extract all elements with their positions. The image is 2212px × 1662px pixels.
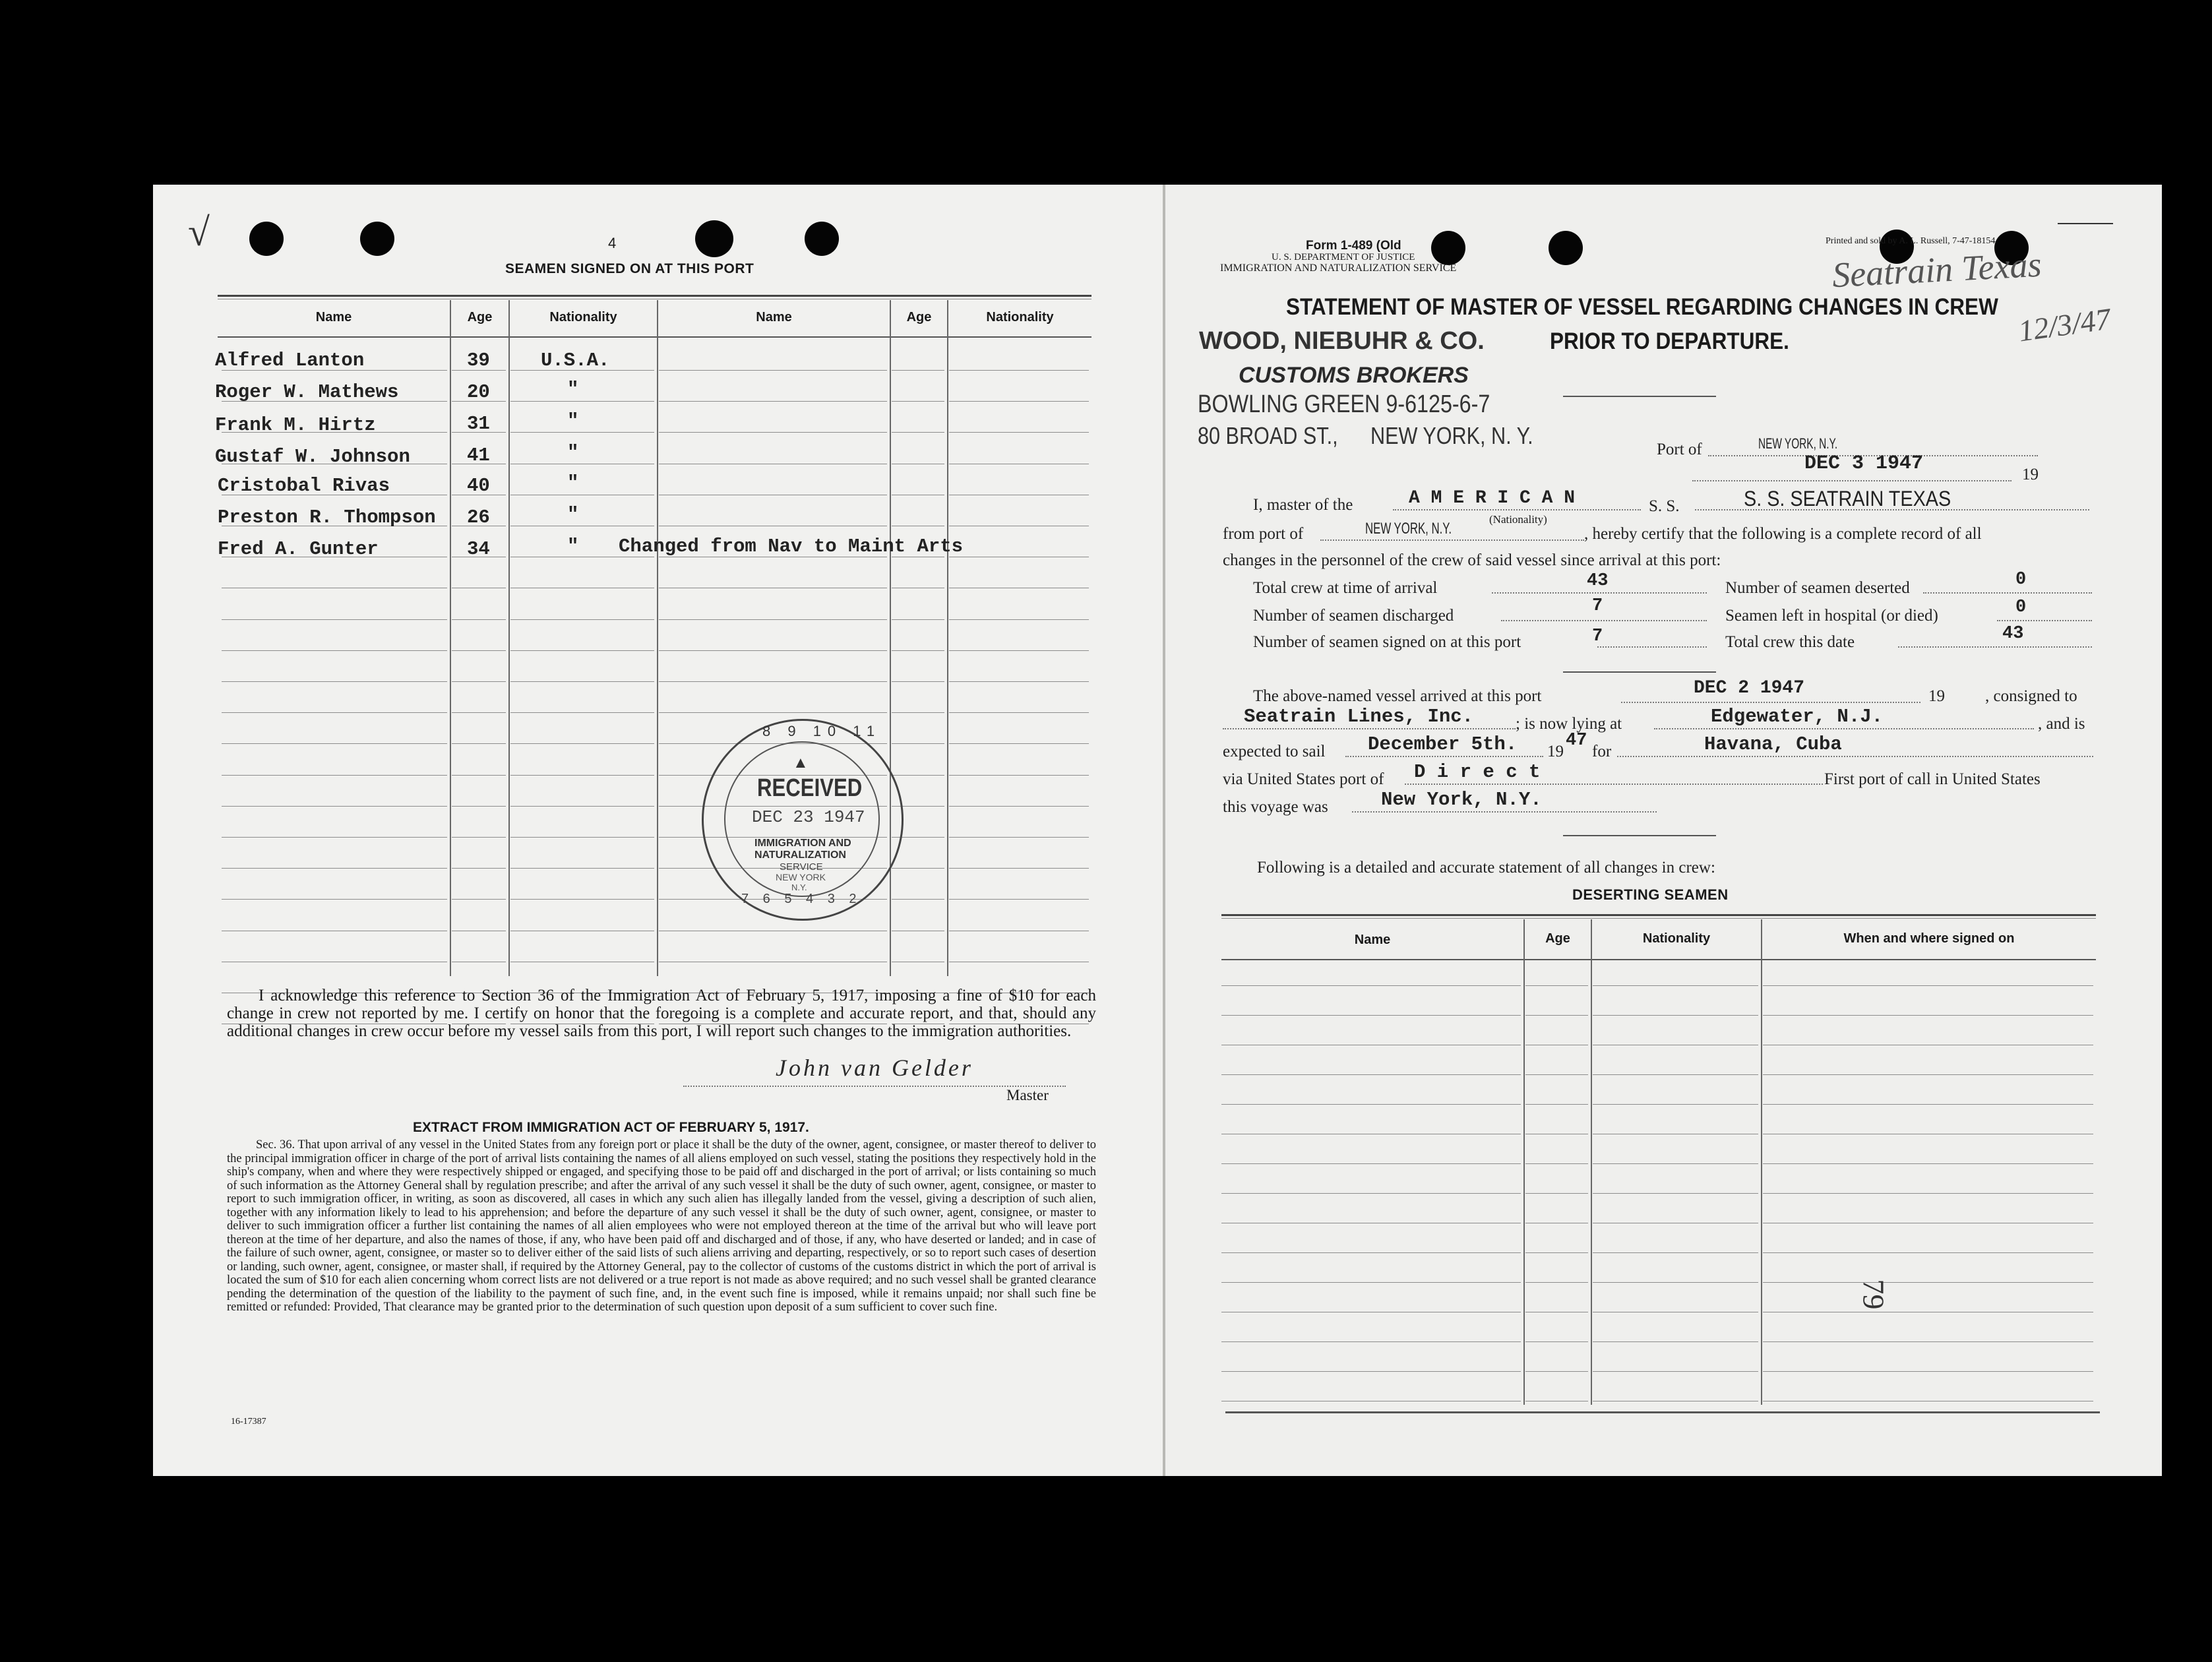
page-gutter <box>1163 185 1165 1476</box>
table-rule <box>452 650 506 651</box>
table-rule <box>510 681 654 682</box>
punch-hole <box>695 220 733 257</box>
change-note: Changed from Nav to Maint Arts <box>619 536 964 557</box>
col-header-name-2: Name <box>756 310 792 324</box>
table-rule <box>659 712 887 713</box>
table-row-name: Alfred Lanton <box>215 350 365 371</box>
desert-col-signed-on: When and where signed on <box>1843 931 2015 946</box>
table-rule <box>659 401 887 402</box>
table-row-nationality: " <box>567 504 579 526</box>
page-number: 4 <box>608 235 617 251</box>
table-rule <box>452 868 506 869</box>
table-rule <box>949 743 1089 744</box>
punch-hole <box>360 222 394 256</box>
table-rule <box>892 432 944 433</box>
stamp-emblem: ▲ <box>793 754 809 772</box>
table-rule <box>1221 1282 1521 1283</box>
table-rule <box>1525 1341 1588 1342</box>
sail-year: 47 <box>1566 731 1587 751</box>
table-rule <box>1221 985 1521 986</box>
table-rule <box>1763 1341 2093 1342</box>
col-header-age: Age <box>467 310 493 324</box>
table-rule <box>1221 1163 1521 1164</box>
table-row-nationality: U.S.A. <box>541 350 610 371</box>
handwritten-ship: Seatrain Texas <box>1831 244 2043 295</box>
table-rule <box>949 370 1089 371</box>
deserting-title: DESERTING SEAMEN <box>1572 886 1729 903</box>
table-rule <box>452 619 506 620</box>
consignee-value: Seatrain Lines, Inc. <box>1244 706 1474 727</box>
table-rule <box>892 681 944 682</box>
handwritten-date: 12/3/47 <box>2016 301 2113 348</box>
table-rule <box>1593 1163 1758 1164</box>
table-rule <box>510 806 654 807</box>
table-rule <box>510 712 654 713</box>
table-rule <box>949 432 1089 433</box>
table-rule <box>1593 1104 1758 1105</box>
table-row-nationality: " <box>567 536 579 557</box>
table-rule <box>1593 1252 1758 1253</box>
punch-hole <box>805 222 839 256</box>
desert-col-nationality: Nationality <box>1642 931 1711 946</box>
corner-mark: 79 <box>1857 1279 1891 1310</box>
table-rule <box>1525 1074 1588 1075</box>
table-row-nationality: " <box>567 410 579 432</box>
port-value: NEW YORK, N.Y. <box>1758 435 1838 452</box>
table-rule <box>452 806 506 807</box>
table-rule <box>1763 1163 2093 1164</box>
table-rule <box>892 619 944 620</box>
punch-hole <box>1549 231 1583 265</box>
table-rule <box>659 370 887 371</box>
table-rule <box>659 432 887 433</box>
desert-col-name: Name <box>1354 933 1391 947</box>
table-rule <box>1593 1341 1758 1342</box>
col-header-nationality-2: Nationality <box>986 310 1054 324</box>
punch-hole <box>249 222 284 256</box>
table-rule <box>949 837 1089 838</box>
table-row-name: Gustaf W. Johnson <box>215 446 410 468</box>
table-rule <box>1593 1074 1758 1075</box>
table-rule <box>949 681 1089 682</box>
table-rule <box>1763 1015 2093 1016</box>
table-rule <box>659 681 887 682</box>
form-number: Form 1-489 (Old <box>1306 239 1401 253</box>
table-rule <box>222 837 447 838</box>
master-signature: John van Gelder <box>776 1055 973 1081</box>
voyage-value: New York, N.Y. <box>1381 789 1542 811</box>
table-rule <box>1525 985 1588 986</box>
table-rule <box>949 775 1089 776</box>
table-rule <box>222 806 447 807</box>
table-rule <box>1593 1282 1758 1283</box>
table-rule <box>1593 985 1758 986</box>
table-rule <box>510 401 654 402</box>
table-rule <box>1221 1252 1521 1253</box>
table-row-age: 40 <box>467 475 490 497</box>
form-code: 16-17387 <box>231 1417 266 1427</box>
table-row-name: Roger W. Mathews <box>215 381 399 403</box>
received-stamp: 8 9 10 11 7 6 5 4 3 2 ▲ RECEIVED DEC 23 1947 IMMIGRATION AND NATURALIZATION SERVICE NEW YORK N.Y. <box>702 719 913 930</box>
stat-value: 7 <box>1592 596 1603 616</box>
table-rule <box>1593 1015 1758 1016</box>
table-rule <box>949 650 1089 651</box>
table-rule <box>1525 1015 1588 1016</box>
table-row-age: 20 <box>467 381 490 403</box>
table-rule <box>452 837 506 838</box>
table-rule <box>452 775 506 776</box>
table-rule <box>222 899 447 900</box>
table-rule <box>949 806 1089 807</box>
table-rule <box>452 712 506 713</box>
page-title: SEAMEN SIGNED ON AT THIS PORT <box>505 261 754 276</box>
table-rule <box>949 619 1089 620</box>
table-rule <box>510 775 654 776</box>
extract-text: Sec. 36. That upon arrival of any vessel in the United States from any foreign port or place it shall be the duty of the owner, agent, consignee, or master thereof to deliver to the principal immigration officer in charge of the port of arrival lists containing the names of all aliens employed on such vessel, stating the positions they respectively hold in the ship's company, when and where they were respectively shipped or engaged, and specifying those to be paid off and discharged in the port of arrival; or lists containing so much of such information as the Attorney General shall by regulation prescribe; and after the arrival of any such vessel it shall be the duty of such owner, agent, consignee, or master to report to such immigration officer, in writing, as soon as discovered, all cases in which any such alien has illegally landed from the vessel, giving a description of such alien, together with any information likely to lead to his apprehension; and before the departure of any such vessel it shall be the duty of such owner, agent, consignee, or master to deliver to such immigration officer a further list containing the names of all alien employees who were not employed thereon at the time of the arrival but who will leave port thereon at the time of her departure, and also the names of those, if any, who have been paid off and discharged and of those, if any, who have deserted or landed; and in case of the failure of such owner, agent, consignee, or master so to deliver either of the said lists of such aliens arriving and departing, respectively, or so to report such cases of desertion or landing, such owner, agent, consignee, or master shall, if required by the Attorney General, pay to the collector of customs of the customs district in which the port of arrival is located the sum of $10 for each alien concerning whom correct lists are not delivered or a true report is not made as above required; and no such vessel shall be granted clearance pending the determination of the question of the liability to the payment of such fine, and, in the event such fine is imposed, while it remains unpaid; nor shall such fine be remitted or refunded: Provided, That clearance may be granted prior to the determination of such question upon deposit of a sum sufficient to cover such fine. <box>227 1138 1096 1314</box>
table-rule <box>452 743 506 744</box>
table-rule <box>1763 1371 2093 1372</box>
table-rule <box>892 370 944 371</box>
via-value: D i r e c t <box>1414 761 1541 783</box>
table-rule <box>1763 1104 2093 1105</box>
table-rule <box>1763 1074 2093 1075</box>
table-rule <box>1593 1193 1758 1194</box>
table-rule <box>510 899 654 900</box>
table-rule <box>1763 1193 2093 1194</box>
table-rule <box>892 401 944 402</box>
form-title-line2: PRIOR TO DEPARTURE. <box>1550 328 1789 354</box>
table-rule <box>949 899 1089 900</box>
stat-value: 43 <box>1587 571 1609 591</box>
col-header-age-2: Age <box>906 310 932 324</box>
table-rule <box>892 712 944 713</box>
stat-value: 43 <box>2002 624 2024 644</box>
col-header-nationality: Nationality <box>549 310 617 324</box>
master-label: Master <box>1006 1087 1049 1103</box>
table-row-nationality: " <box>567 442 579 464</box>
table-rule <box>1525 1163 1588 1164</box>
table-rule <box>892 650 944 651</box>
table-rule <box>1763 1252 2093 1253</box>
table-rule <box>1221 1104 1521 1105</box>
table-row-name: Frank M. Hirtz <box>215 414 376 436</box>
table-row-name: Preston R. Thompson <box>218 507 436 528</box>
table-rule <box>1525 1282 1588 1283</box>
table-row-name: Fred A. Gunter <box>218 538 379 560</box>
table-rule <box>659 650 887 651</box>
table-row-name: Cristobal Rivas <box>218 475 390 497</box>
table-rule <box>452 681 506 682</box>
printer-note: Printed and sold by A. L. Russell, 7-47-18154 <box>1826 236 1996 246</box>
table-rule <box>1525 1252 1588 1253</box>
destination-value: Havana, Cuba <box>1704 733 1842 755</box>
table-rule <box>222 619 447 620</box>
stat-value: 7 <box>1592 627 1603 646</box>
table-row-age: 31 <box>467 413 490 435</box>
check-mark: √ <box>188 210 210 254</box>
table-rule <box>1221 1371 1521 1372</box>
col-header-name: Name <box>315 310 352 324</box>
table-rule <box>1525 1371 1588 1372</box>
table-rule <box>1525 1104 1588 1105</box>
arrived-value: DEC 2 1947 <box>1694 678 1805 698</box>
punch-hole <box>1431 231 1465 265</box>
stat-value: 0 <box>2015 570 2027 590</box>
table-rule <box>1221 1074 1521 1075</box>
desert-col-age: Age <box>1545 931 1570 946</box>
table-rule <box>1763 985 2093 986</box>
table-rule <box>510 837 654 838</box>
nationality-value: A M E R I C A N <box>1409 488 1576 508</box>
date-value: DEC 3 1947 <box>1804 452 1924 475</box>
vessel-value: S. S. SEATRAIN TEXAS <box>1744 487 1951 510</box>
table-row-age: 41 <box>467 445 490 466</box>
table-rule <box>510 868 654 869</box>
table-rule <box>1221 1015 1521 1016</box>
table-row-age: 26 <box>467 507 490 528</box>
table-rule <box>222 712 447 713</box>
extract-title: EXTRACT FROM IMMIGRATION ACT OF FEBRUARY 5, 1917. <box>413 1120 809 1135</box>
table-rule <box>222 775 447 776</box>
form-title-line1: STATEMENT OF MASTER OF VESSEL REGARDING CHANGES IN CREW <box>1286 294 1998 320</box>
table-rule <box>510 619 654 620</box>
table-rule <box>510 650 654 651</box>
table-rule <box>510 743 654 744</box>
table-rule <box>222 868 447 869</box>
table-row-age: 39 <box>467 350 490 371</box>
table-rule <box>222 743 447 744</box>
table-rule <box>510 432 654 433</box>
stamp-date: DEC 23 1947 <box>752 807 865 827</box>
sail-value: December 5th. <box>1368 733 1518 755</box>
table-rule <box>452 899 506 900</box>
table-row-nationality: " <box>567 472 579 494</box>
table-rule <box>222 681 447 682</box>
table-rule <box>1221 1341 1521 1342</box>
stat-value: 0 <box>2015 598 2027 617</box>
table-rule <box>222 650 447 651</box>
service: IMMIGRATION AND NATURALIZATION SERVICE <box>1220 262 1457 274</box>
table-row-nationality: " <box>567 379 579 400</box>
table-rule <box>1593 1371 1758 1372</box>
lying-value: Edgewater, N.J. <box>1711 706 1884 727</box>
acknowledgement-text: I acknowledge this reference to Section 36 of the Immigration Act of February 5, 1917, imposing a fine of $10 for each change in crew not reported by me. I certify on honor that the foregoing is a complete and accurate report, and that, should any additional changes in crew occur before my vessel sails from this port, I will report such changes to the immigration authorities. <box>227 987 1096 1040</box>
table-rule <box>949 868 1089 869</box>
table-rule <box>1763 1282 2093 1283</box>
table-rule <box>659 619 887 620</box>
stamp-received: RECEIVED <box>757 774 863 802</box>
from-port-value: NEW YORK, N.Y. <box>1365 520 1452 538</box>
table-rule <box>1221 1193 1521 1194</box>
table-row-age: 34 <box>467 538 490 560</box>
table-rule <box>949 401 1089 402</box>
department: U. S. DEPARTMENT OF JUSTICE <box>1272 252 1415 262</box>
table-rule <box>949 712 1089 713</box>
table-rule <box>1525 1193 1588 1194</box>
